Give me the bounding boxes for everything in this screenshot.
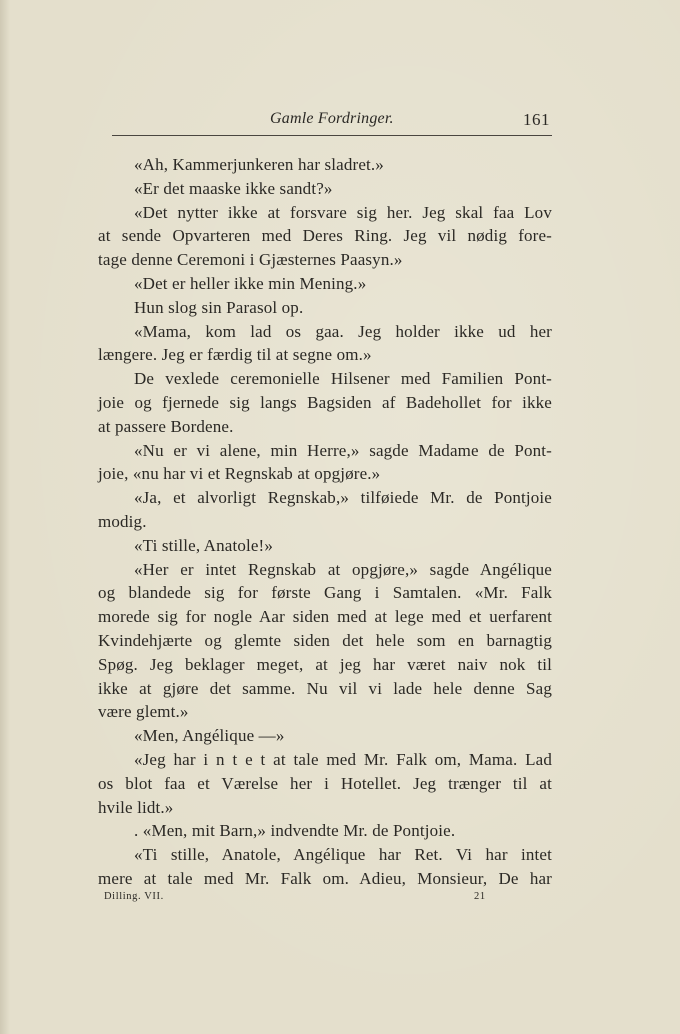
text-line: «Ja, et alvorligt Regnskab,» tilføiede Mr. de Pontjoie (134, 488, 552, 508)
text-line: være glemt.» (98, 702, 189, 722)
signature-mark (104, 891, 504, 907)
text-line: «Er det maaske ikke sandt?» (134, 178, 333, 198)
text-line: Spøg. Jeg beklager meget, at jeg har været naiv nok til (98, 654, 552, 674)
text-line: at passere Bordene. (98, 416, 234, 436)
text-line: «Det er heller ikke min Mening.» (134, 273, 367, 293)
text-line: og blandede sig for første Gang i Samtalen. «Mr. Falk (98, 583, 552, 603)
running-head (108, 110, 552, 132)
signature-left: Dilling. VII. (104, 891, 164, 902)
text-line: morede sig for nogle Aar siden med at lege med et uerfarent (98, 607, 552, 627)
text-line: «Ti stille, Anatole, Angélique har Ret. Vi har intet (134, 845, 552, 865)
header-rule (112, 135, 552, 136)
text-line: os blot faa et Værelse her i Hotellet. Jeg trænger til at (98, 773, 552, 793)
text-line: tage denne Ceremoni i Gjæsternes Paasyn.» (98, 250, 403, 270)
text-line: De vexlede ceremonielle Hilsener med Familien Pont- (134, 369, 552, 389)
text-line: «Ah, Kammerjunkeren har sladret.» (134, 155, 384, 174)
text-line: «Nu er vi alene, min Herre,» sagde Madame de Pont- (134, 440, 552, 460)
text-line: joie og fjernede sig langs Bagsiden af Badehollet for ikke (98, 392, 552, 412)
page-spine-shadow (0, 0, 10, 1034)
text-line: Kvindehjærte og glemte siden det hele som en barnagtig (98, 630, 552, 650)
text-line: Hun slog sin Parasol op. (134, 297, 304, 317)
text-line: hvile lidt.» (98, 797, 174, 817)
body-text (98, 153, 552, 891)
text-line: modig. (98, 511, 147, 531)
signature-right: 21 (474, 891, 486, 902)
running-title: Gamle Fordringer. (270, 110, 394, 127)
text-line: mere at tale med Mr. Falk om. Adieu, Monsieur, De har (98, 868, 552, 888)
page-number: 161 (523, 110, 550, 129)
text-line: længere. Jeg er færdig til at segne om.» (98, 345, 372, 365)
text-line: «Jeg har i n t e t at tale med Mr. Falk om, Mama. Lad (134, 749, 552, 769)
text-line: «Det nytter ikke at forsvare sig her. Jeg skal faa Lov (134, 202, 552, 222)
text-line: «Men, Angélique —» (134, 726, 285, 746)
text-line: joie, «nu har vi et Regnskab at opgjøre.» (98, 464, 381, 484)
text-line: at sende Opvarteren med Deres Ring. Jeg vil nødig fore- (98, 226, 552, 246)
text-line: «Her er intet Regnskab at opgjøre,» sagde Angélique (134, 559, 552, 579)
text-line: ikke at gjøre det samme. Nu vil vi lade hele denne Sag (98, 678, 552, 698)
text-line: «Ti stille, Anatole!» (134, 535, 274, 555)
text-line: . «Men, mit Barn,» indvendte Mr. de Pontjoie. (134, 821, 456, 841)
text-line: «Mama, kom lad os gaa. Jeg holder ikke ud her (134, 321, 552, 341)
